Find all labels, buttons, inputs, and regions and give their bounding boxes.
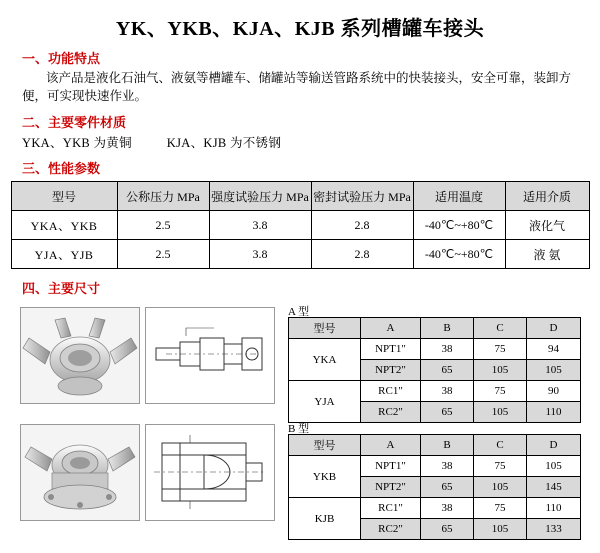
dim-a-cell: 65 xyxy=(421,402,474,423)
spec-cell: 液 氨 xyxy=(505,240,589,269)
table-row xyxy=(11,211,589,240)
dim-a-cell: 38 xyxy=(421,339,474,360)
dim-b-cell: 38 xyxy=(421,498,474,519)
dim-b-cell: 110 xyxy=(527,498,581,519)
product-photo-type-a xyxy=(20,307,140,404)
section-heading-performance: 三、性能参数 xyxy=(22,161,101,177)
dim-a-cell: 105 xyxy=(474,360,527,381)
spec-cell: 2.5 xyxy=(117,240,209,269)
dim-b-header-cell: 型号 xyxy=(289,435,361,456)
dim-a-cell: RC1" xyxy=(361,381,421,402)
dim-a-header-cell: 型号 xyxy=(289,318,361,339)
spec-header-cell: 强度试验压力 MPa xyxy=(209,182,311,211)
table-row xyxy=(11,240,589,269)
spec-cell: 液化气 xyxy=(505,211,589,240)
dim-a-cell: NPT1" xyxy=(361,339,421,360)
dim-a-cell: 38 xyxy=(421,381,474,402)
dim-a-cell: 75 xyxy=(474,339,527,360)
material-text-right: KJA、KJB 为不锈钢 xyxy=(166,136,282,151)
dim-a-cell: NPT2" xyxy=(361,360,421,381)
spec-cell: 3.8 xyxy=(209,211,311,240)
material-text-left: YKA、YKB 为黄铜 xyxy=(22,136,132,151)
dim-a-header-cell: D xyxy=(527,318,581,339)
dim-b-model: YKB xyxy=(289,456,361,498)
dim-a-cell: 105 xyxy=(527,360,581,381)
table-row xyxy=(289,339,581,360)
dim-a-cell: 105 xyxy=(474,402,527,423)
type-b-label: B 型 xyxy=(288,423,310,436)
type-a-table xyxy=(288,317,581,423)
spec-header-cell: 公称压力 MPa xyxy=(117,182,209,211)
spec-cell: YKA、YKB xyxy=(11,211,117,240)
dim-b-header-cell: B xyxy=(421,435,474,456)
spec-cell: 2.8 xyxy=(311,240,413,269)
line-drawing-type-b xyxy=(145,424,275,521)
table-row xyxy=(289,456,581,477)
dim-a-header-cell: B xyxy=(421,318,474,339)
section-heading-features: 一、功能特点 xyxy=(22,51,101,66)
dim-b-cell: RC1" xyxy=(361,498,421,519)
dim-a-cell: RC2" xyxy=(361,402,421,423)
dim-a-header-cell: A xyxy=(361,318,421,339)
dim-b-cell: 38 xyxy=(421,456,474,477)
type-b-table xyxy=(288,434,581,540)
dim-b-cell: 105 xyxy=(474,519,527,540)
dim-b-cell: 75 xyxy=(474,498,527,519)
product-photo-type-b xyxy=(20,424,140,521)
type-a-label: A 型 xyxy=(288,306,310,319)
dim-b-header-cell: A xyxy=(361,435,421,456)
dim-b-cell: 105 xyxy=(474,477,527,498)
dim-a-cell: 110 xyxy=(527,402,581,423)
dim-b-cell: 105 xyxy=(527,456,581,477)
spec-cell: YJA、YJB xyxy=(11,240,117,269)
spec-cell: 2.5 xyxy=(117,211,209,240)
dim-b-cell: 133 xyxy=(527,519,581,540)
spec-header-cell: 型号 xyxy=(11,182,117,211)
spec-cell: -40℃~+80℃ xyxy=(413,211,505,240)
dim-a-cell: 75 xyxy=(474,381,527,402)
section-heading-dimensions: 四、主要尺寸 xyxy=(22,281,101,297)
dim-b-cell: RC2" xyxy=(361,519,421,540)
table-header-row xyxy=(11,182,589,211)
section-heading-material: 二、主要零件材质 xyxy=(22,115,127,131)
table-header-row xyxy=(289,318,581,339)
dim-b-cell: 65 xyxy=(421,519,474,540)
dim-b-cell: NPT1" xyxy=(361,456,421,477)
features-text: 该产品是液化石油气、液氨等槽罐车、储罐站等输送管路系统中的快装接头，安全可靠，装卸方便，可实现快速作业。 xyxy=(22,71,572,104)
document-page xyxy=(0,12,600,536)
material-text xyxy=(22,133,600,151)
table-row xyxy=(289,381,581,402)
dim-b-cell: 145 xyxy=(527,477,581,498)
dim-a-header-cell: C xyxy=(474,318,527,339)
dim-b-header-cell: C xyxy=(474,435,527,456)
page-title: YK、YKB、KJA、KJB 系列槽罐车接头 xyxy=(115,18,485,40)
dim-b-cell: 65 xyxy=(421,477,474,498)
dim-b-cell: 75 xyxy=(474,456,527,477)
dim-b-header-cell: D xyxy=(527,435,581,456)
dim-b-model: KJB xyxy=(289,498,361,540)
dim-a-cell: 90 xyxy=(527,381,581,402)
line-drawing-type-a xyxy=(145,307,275,404)
spec-header-cell: 密封试验压力 MPa xyxy=(311,182,413,211)
dim-a-cell: 65 xyxy=(421,360,474,381)
table-header-row xyxy=(289,435,581,456)
spec-header-cell: 适用温度 xyxy=(413,182,505,211)
spec-header-cell: 适用介质 xyxy=(505,182,589,211)
dim-b-cell: NPT2" xyxy=(361,477,421,498)
spec-cell: 2.8 xyxy=(311,211,413,240)
dim-a-model: YKA xyxy=(289,339,361,381)
spec-cell: 3.8 xyxy=(209,240,311,269)
spec-cell: -40℃~+80℃ xyxy=(413,240,505,269)
dim-a-model: YJA xyxy=(289,381,361,423)
performance-table xyxy=(11,181,590,269)
dim-a-cell: 94 xyxy=(527,339,581,360)
